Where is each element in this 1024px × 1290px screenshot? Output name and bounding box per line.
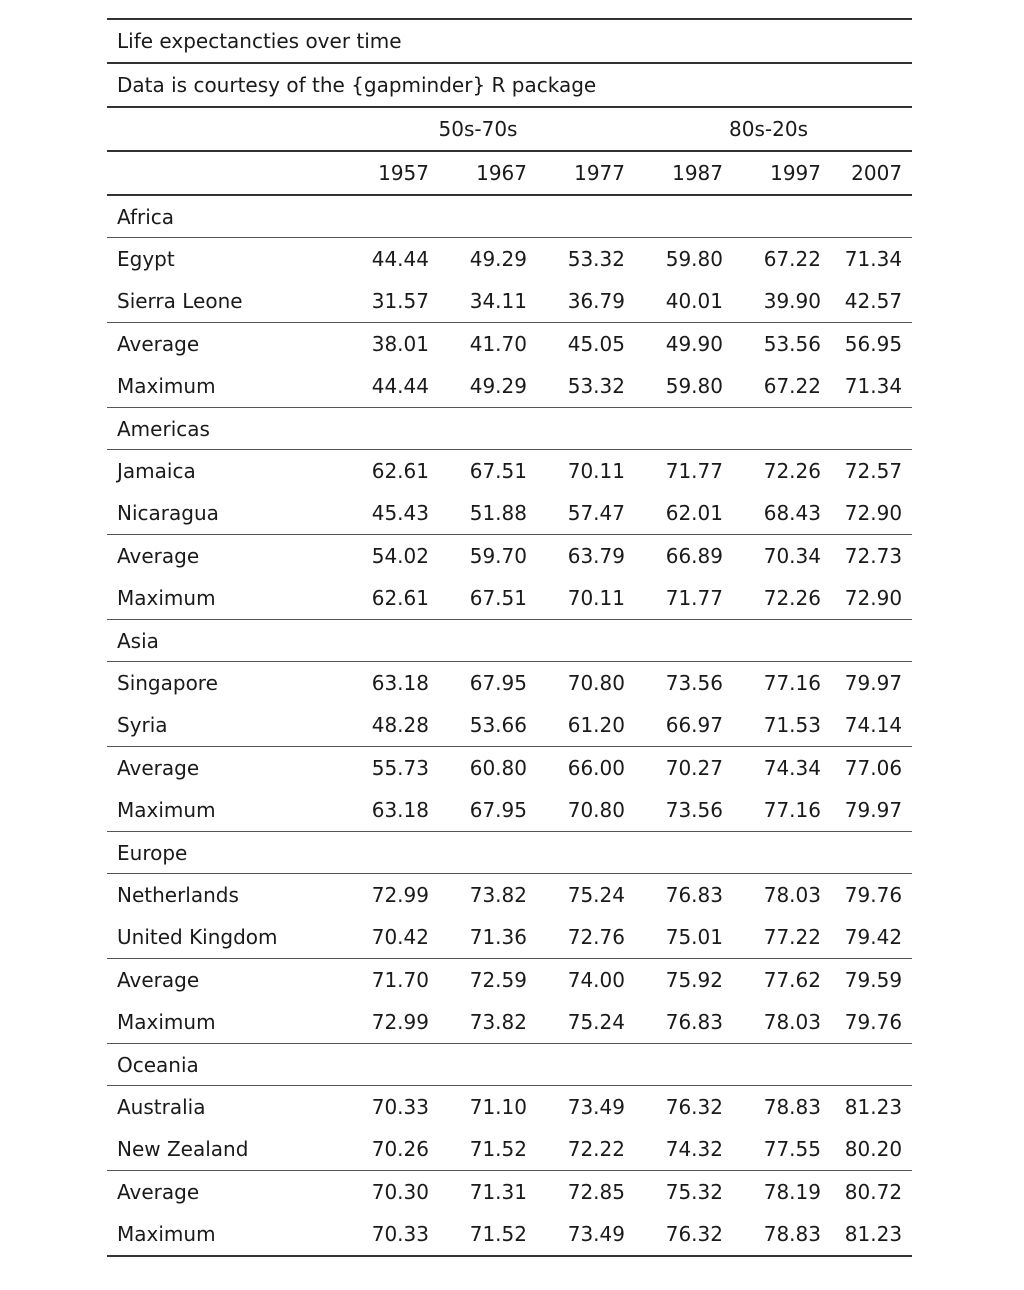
summary-row-value: 71.70 — [331, 959, 429, 1002]
summary-row-value: 72.90 — [821, 577, 912, 620]
table-row-value: 70.26 — [371, 1137, 429, 1161]
table-row-value: 51.88 — [469, 501, 527, 525]
row-group-heading — [107, 408, 912, 450]
table-row-value: 76.83 — [665, 883, 723, 907]
column-header: 1977 — [527, 151, 625, 195]
summary-row-value: 79.97 — [821, 789, 912, 832]
row-group-label: Europe — [107, 832, 912, 874]
table-row-value: 70.80 — [567, 671, 625, 695]
summary-row-value: 72.85 — [527, 1171, 625, 1214]
table-row — [107, 916, 912, 959]
table-row-label: Singapore — [117, 671, 218, 695]
summary-row-value: 70.80 — [527, 789, 625, 832]
row-group-label: Americas — [107, 408, 912, 450]
summary-row-value: 44.44 — [331, 365, 429, 408]
summary-row-value: 70.11 — [527, 577, 625, 620]
column-header: 1967 — [429, 151, 527, 195]
summary-row-value: 73.49 — [527, 1213, 625, 1256]
table-row-value: 72.57 — [844, 459, 903, 483]
table-row — [107, 492, 912, 535]
table-row-label: New Zealand — [117, 1137, 249, 1161]
table-row-value: 79.42 — [844, 925, 903, 949]
summary-row-value: 78.19 — [723, 1171, 821, 1214]
summary-row-value: 77.06 — [821, 747, 912, 790]
summary-row — [107, 365, 912, 408]
table-row-value: 72.76 — [567, 925, 625, 949]
summary-row-label: Maximum — [107, 1001, 331, 1044]
summary-row-value: 71.52 — [429, 1213, 527, 1256]
table-row-value: 79.76 — [844, 883, 903, 907]
table-row-value: 79.97 — [844, 671, 903, 695]
table-row-value: 63.18 — [371, 671, 429, 695]
summary-row-label: Average — [107, 323, 331, 366]
summary-row-value: 66.00 — [527, 747, 625, 790]
table-row — [107, 238, 912, 281]
summary-row — [107, 1001, 912, 1044]
summary-row-value: 77.16 — [723, 789, 821, 832]
table-row-label: Australia — [117, 1095, 206, 1119]
summary-row-value: 59.70 — [429, 535, 527, 578]
table-row-value: 70.33 — [371, 1095, 429, 1119]
summary-row — [107, 577, 912, 620]
table-row-value: 75.01 — [665, 925, 723, 949]
summary-row-value: 63.18 — [331, 789, 429, 832]
row-group-label: Africa — [107, 195, 912, 238]
table-row-value: 70.11 — [567, 459, 625, 483]
summary-row-value: 55.73 — [331, 747, 429, 790]
column-header: 2007 — [821, 151, 912, 195]
summary-row-value: 73.56 — [625, 789, 723, 832]
summary-row-value: 67.51 — [429, 577, 527, 620]
column-header: 1987 — [625, 151, 723, 195]
summary-row — [107, 789, 912, 832]
table-row-value: 77.22 — [763, 925, 821, 949]
summary-row-value: 79.59 — [821, 959, 912, 1002]
table-row-value: 74.32 — [665, 1137, 723, 1161]
table-row-value: 59.80 — [665, 247, 723, 271]
table-row-value: 34.11 — [469, 289, 527, 313]
table-row-value: 73.49 — [567, 1095, 625, 1119]
table-row-value: 71.77 — [665, 459, 723, 483]
summary-row-value: 72.59 — [429, 959, 527, 1002]
summary-row-label: Maximum — [107, 789, 331, 832]
summary-row-value: 78.83 — [723, 1213, 821, 1256]
table-row-value: 71.53 — [763, 713, 821, 737]
summary-row-value: 59.80 — [625, 365, 723, 408]
table-row-value: 48.28 — [371, 713, 429, 737]
table-row-label: Egypt — [117, 247, 175, 271]
table-row-value: 71.34 — [844, 247, 903, 271]
summary-row-label: Maximum — [107, 365, 331, 408]
summary-row-label: Maximum — [107, 577, 331, 620]
summary-row-label: Average — [107, 959, 331, 1002]
table-row-label: Netherlands — [117, 883, 239, 907]
column-header-stub — [107, 151, 331, 195]
table-row-value: 76.32 — [665, 1095, 723, 1119]
summary-row-value: 49.29 — [429, 365, 527, 408]
table-row-label: United Kingdom — [117, 925, 278, 949]
summary-row-value: 73.82 — [429, 1001, 527, 1044]
row-group-heading — [107, 195, 912, 238]
table-row — [107, 874, 912, 917]
summary-row-value: 72.73 — [821, 535, 912, 578]
row-group-label: Oceania — [107, 1044, 912, 1086]
table-row — [107, 1086, 912, 1129]
table-row-value: 71.36 — [469, 925, 527, 949]
summary-row-value: 62.61 — [331, 577, 429, 620]
summary-row-value: 80.72 — [821, 1171, 912, 1214]
table-row-value: 78.83 — [763, 1095, 821, 1119]
summary-row-value: 63.79 — [527, 535, 625, 578]
column-header: 1997 — [723, 151, 821, 195]
summary-row-value: 53.32 — [527, 365, 625, 408]
table-row-value: 67.22 — [763, 247, 821, 271]
table-row-value: 81.23 — [844, 1095, 903, 1119]
table-row-value: 39.90 — [763, 289, 821, 313]
table-row-value: 31.57 — [371, 289, 429, 313]
table-row-value: 71.52 — [469, 1137, 527, 1161]
summary-row — [107, 747, 912, 790]
table-row-value: 53.32 — [567, 247, 625, 271]
table-row-value: 80.20 — [844, 1137, 903, 1161]
table-row-value: 62.61 — [371, 459, 429, 483]
table-row-value: 61.20 — [567, 713, 625, 737]
table-row — [107, 280, 912, 323]
table-row-value: 75.24 — [567, 883, 625, 907]
table-row-value: 62.01 — [665, 501, 723, 525]
table-row-value: 70.42 — [371, 925, 429, 949]
table-row-value: 36.79 — [567, 289, 625, 313]
summary-row-label: Average — [107, 535, 331, 578]
table-row-value: 53.66 — [469, 713, 527, 737]
summary-row-value: 76.83 — [625, 1001, 723, 1044]
table-row-value: 67.95 — [469, 671, 527, 695]
summary-row-value: 74.00 — [527, 959, 625, 1002]
table-row-value: 73.82 — [469, 883, 527, 907]
row-group-heading — [107, 1044, 912, 1086]
summary-row-value: 75.92 — [625, 959, 723, 1002]
summary-row-value: 74.34 — [723, 747, 821, 790]
summary-row-value: 76.32 — [625, 1213, 723, 1256]
spanner-stub — [107, 107, 331, 151]
table-row-value: 72.90 — [844, 501, 903, 525]
summary-row-value: 60.80 — [429, 747, 527, 790]
summary-row-value: 66.89 — [625, 535, 723, 578]
summary-row-value: 78.03 — [723, 1001, 821, 1044]
summary-row-value: 70.34 — [723, 535, 821, 578]
table-row-value: 67.51 — [469, 459, 527, 483]
summary-row-value: 45.05 — [527, 323, 625, 366]
summary-row — [107, 959, 912, 1002]
summary-row-value: 71.31 — [429, 1171, 527, 1214]
table-row-value: 66.97 — [665, 713, 723, 737]
table-row-value: 78.03 — [763, 883, 821, 907]
summary-row-value: 56.95 — [821, 323, 912, 366]
summary-row-value: 67.22 — [723, 365, 821, 408]
table-row-value: 71.10 — [469, 1095, 527, 1119]
table-row — [107, 450, 912, 493]
column-header: 1957 — [331, 151, 429, 195]
summary-row-label: Average — [107, 1171, 331, 1214]
summary-row-value: 75.32 — [625, 1171, 723, 1214]
table-row-value: 44.44 — [371, 247, 429, 271]
summary-row-value: 54.02 — [331, 535, 429, 578]
summary-row — [107, 535, 912, 578]
summary-row-value: 49.90 — [625, 323, 723, 366]
summary-row-value: 81.23 — [821, 1213, 912, 1256]
table-title: Life expectancties over time — [107, 19, 912, 63]
table-row-value: 49.29 — [469, 247, 527, 271]
table-row-label: Nicaragua — [117, 501, 219, 525]
table-row-value: 57.47 — [567, 501, 625, 525]
table-row-label: Syria — [117, 713, 168, 737]
table-row-value: 72.22 — [567, 1137, 625, 1161]
summary-row-value: 77.62 — [723, 959, 821, 1002]
table-row-value: 72.26 — [763, 459, 821, 483]
summary-row-value: 71.77 — [625, 577, 723, 620]
summary-row-label: Maximum — [107, 1213, 331, 1256]
table-subtitle: Data is courtesy of the {gapminder} R package — [107, 63, 912, 107]
summary-row-label: Average — [107, 747, 331, 790]
summary-row — [107, 1213, 912, 1256]
table-row — [107, 1128, 912, 1171]
table-row-value: 73.56 — [665, 671, 723, 695]
table-row — [107, 662, 912, 705]
table-row — [107, 704, 912, 747]
table-row-label: Sierra Leone — [117, 289, 243, 313]
table-row-value: 77.55 — [763, 1137, 821, 1161]
summary-row-value: 38.01 — [331, 323, 429, 366]
summary-row — [107, 1171, 912, 1214]
table-row-label: Jamaica — [117, 459, 196, 483]
table-row-value: 74.14 — [844, 713, 903, 737]
summary-row-value: 72.99 — [331, 1001, 429, 1044]
table-row-value: 40.01 — [665, 289, 723, 313]
summary-row-value: 79.76 — [821, 1001, 912, 1044]
row-group-label: Asia — [107, 620, 912, 662]
table-row-value: 72.99 — [371, 883, 429, 907]
table-row-value: 42.57 — [844, 289, 903, 313]
table-row-value: 77.16 — [763, 671, 821, 695]
table-row-value: 45.43 — [371, 501, 429, 525]
summary-row-value: 70.33 — [331, 1213, 429, 1256]
column-spanner: 50s-70s — [331, 107, 625, 151]
summary-row-value: 70.27 — [625, 747, 723, 790]
summary-row-value: 71.34 — [821, 365, 912, 408]
summary-row — [107, 323, 912, 366]
row-group-heading — [107, 620, 912, 662]
summary-row-value: 53.56 — [723, 323, 821, 366]
life-expectancy-table-container — [107, 18, 903, 1257]
row-group-heading — [107, 832, 912, 874]
column-spanner: 80s-20s — [625, 107, 912, 151]
summary-row-value: 70.30 — [331, 1171, 429, 1214]
summary-row-value: 41.70 — [429, 323, 527, 366]
summary-row-value: 72.26 — [723, 577, 821, 620]
summary-row-value: 75.24 — [527, 1001, 625, 1044]
table-row-value: 68.43 — [763, 501, 821, 525]
life-expectancy-table — [107, 18, 912, 1257]
summary-row-value: 67.95 — [429, 789, 527, 832]
